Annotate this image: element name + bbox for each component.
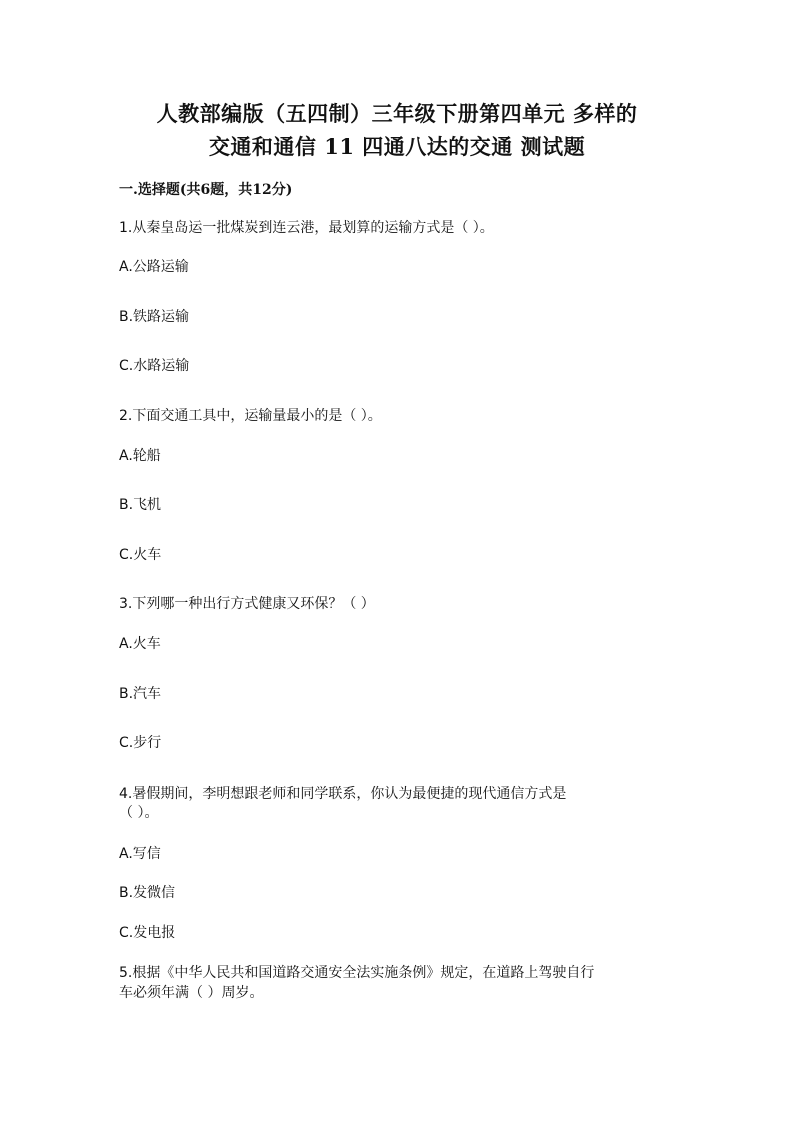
question-2-option-c: C.火车 [119, 547, 162, 563]
document-title-line-1: 人教部编版（五四制）三年级下册第四单元 多样的 [156, 101, 638, 126]
question-4-option-a: A.写信 [119, 846, 161, 862]
question-5-stem-line-1: 5.根据《中华人民共和国道路交通安全法实施条例》规定，在道路上驾驶自行 [119, 965, 595, 981]
question-1-option-a: A.公路运输 [119, 259, 189, 275]
question-4-stem-line-1: 4.暑假期间，李明想跟老师和同学联系，你认为最便捷的现代通信方式是 [119, 786, 567, 802]
question-1-stem: 1.从秦皇岛运一批煤炭到连云港，最划算的运输方式是（ ）。 [119, 220, 494, 236]
question-2-option-b: B.飞机 [119, 497, 162, 513]
question-2-option-a: A.轮船 [119, 448, 161, 464]
question-4-stem-line-2: （ ）。 [119, 805, 159, 821]
question-4-option-c: C.发电报 [119, 925, 176, 941]
question-4-option-b: B.发微信 [119, 885, 176, 901]
question-5-stem-line-2: 车必须年满（ ）周岁。 [119, 985, 264, 1001]
question-1-option-b: B.铁路运输 [119, 309, 190, 325]
section-heading: 一.选择题(共6题，共12分) [119, 182, 293, 198]
question-1-option-c: C.水路运输 [119, 358, 190, 374]
question-3-stem: 3.下列哪一种出行方式健康又环保？（ ） [119, 596, 375, 612]
document-title-line-2: 交通和通信 11 四通八达的交通 测试题 [208, 134, 586, 159]
question-3-option-b: B.汽车 [119, 686, 162, 702]
question-3-option-c: C.步行 [119, 735, 162, 751]
question-2-stem: 2.下面交通工具中，运输量最小的是（ ）。 [119, 408, 382, 424]
question-3-option-a: A.火车 [119, 636, 161, 652]
